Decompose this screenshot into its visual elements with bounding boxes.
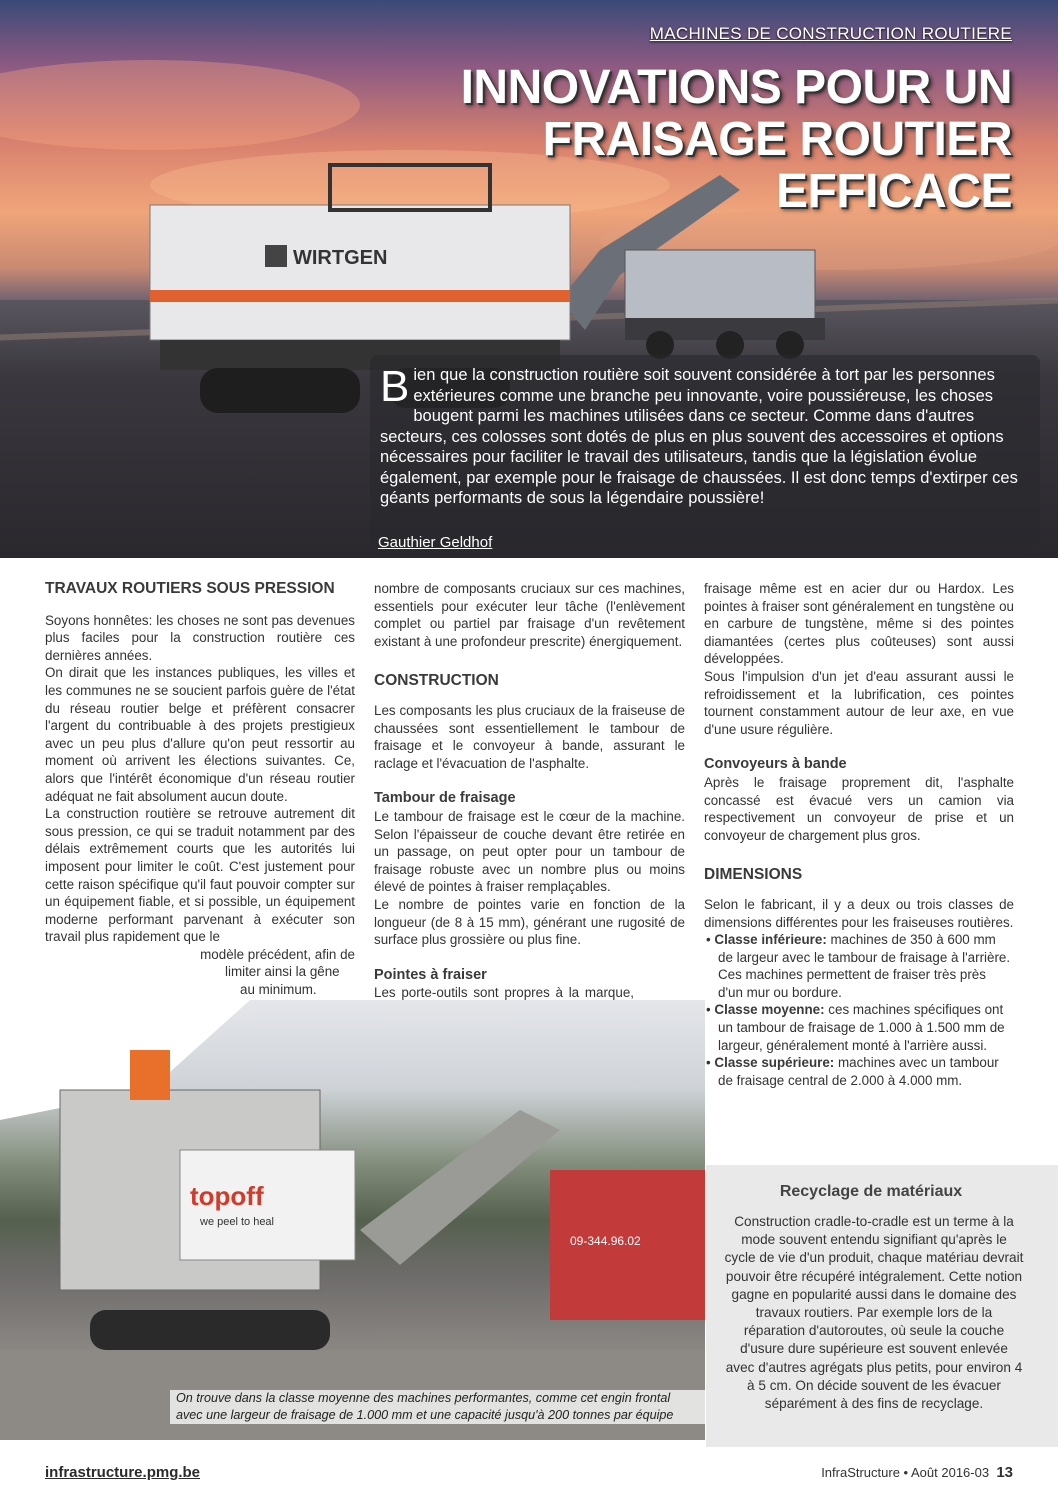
column-2: [374, 580, 685, 1072]
footer-url-link[interactable]: infrastructure.pmg.be: [45, 1464, 201, 1481]
bullet-item: • Classe moyenne: ces machines spécifiques ont un tambour de fraisage de 1.000 à 1.500 mm de largeur, généralement monté à l'arrière aussi.: [706, 1002, 1005, 1053]
section-heading: CONSTRUCTION: [374, 672, 499, 690]
bullet-text: machines avec un tambour de fraisage central de 2.000 à 4.000 mm.: [718, 1055, 999, 1088]
subheading: Pointes à fraiser: [374, 966, 487, 983]
sidebar-box: [706, 1165, 1058, 1447]
machine-body: [150, 205, 570, 340]
publication-name: InfraStructure • Août 2016-03: [821, 1465, 990, 1480]
paragraph: On dirait que les instances publiques, les villes et les communes ne se soucient parfois guère de l'état du réseau routier belge et préfèrent consacrer l'argent du contribuable à des projets prestigieux avec un peu plus d'allure qu'on peut ressortir au moment où arrivent les élections suivantes. Ce, alors que l'intérêt économique d'un réseau routier adéquat ne fait absolument aucun doute.: [45, 665, 355, 804]
article-title: [312, 62, 1012, 218]
section-heading: DIMENSIONS: [704, 866, 803, 884]
drop-cap: B: [380, 362, 410, 411]
paragraph: Soyons honnêtes: les choses ne sont pas devenues plus faciles pour la construction routière ces dernières années.: [45, 612, 355, 663]
subheading: Tambour de fraisage: [374, 790, 516, 807]
paragraph: Après le fraisage proprement dit, l'asphalte concassé est évacué vers un camion via respectivement un convoyeur de prise et un convoyeur de chargement plus gros.: [704, 774, 1014, 843]
caption-line: On trouve dans la classe moyenne des machines performantes, comme cet engin frontal: [176, 1391, 671, 1405]
sidebar-title: Recyclage de matériaux: [779, 1183, 963, 1200]
machine-photo: [0, 1000, 705, 1440]
paragraph: nombre de composants cruciaux sur ces machines, essentiels pour exécuter leur tâche (l'enlèvement complet ou partiel par fraisage d'un revêtement existant à une profondeur prescrite) énergiquement.: [374, 581, 685, 649]
bullet-item: • Classe inférieure: machines de 350 à 600 mm de largeur avec le tambour de fraisage à l'arrière. Ces machines permettent de fraiser très près d'un mur ou bordure.: [706, 932, 1011, 1000]
conveyor-arm: [360, 1110, 560, 1265]
section-heading: TRAVAUX ROUTIERS SOUS PRESSION: [45, 580, 335, 597]
front-loader-illustration: [0, 1000, 705, 1440]
paragraph: Selon le fabricant, il y a deux ou trois classes de dimensions différentes pour les fraiseuses routières.: [704, 896, 1014, 930]
page-number: 13: [996, 1464, 1013, 1481]
bullet-label: Classe inférieure:: [714, 932, 827, 948]
section-kicker: MACHINES DE CONSTRUCTION ROUTIERE: [649, 24, 1012, 43]
machine-track: [200, 368, 360, 413]
intro-box: [370, 355, 1040, 547]
bullet-item: • Classe supérieure: machines avec un tambour de fraisage central de 2.000 à 4.000 mm.: [706, 1055, 999, 1088]
bullet-text: machines de 350 à 600 mm de largeur avec le tambour de fraisage à l'arrière. Ces machines permettent de fraiser très près d'un mur ou bordure.: [718, 932, 1011, 1000]
dump-truck-body: [625, 250, 815, 320]
truck-phone-text: 09-344.96.02: [570, 1234, 641, 1248]
column-3: [704, 580, 1014, 1089]
paragraph-wrap-line: modèle précédent, afin de: [200, 946, 355, 962]
paragraph: Le nombre de pointes varie en fonction de la longueur (de 8 à 15 mm), générant une rugosité de surface plus grossière ou plus fine.: [374, 896, 685, 948]
machine-brand-text: topoff: [190, 1181, 264, 1211]
paragraph-wrap-line: au minimum.: [240, 982, 317, 998]
caption-line: avec une largeur de fraisage de 1.000 mm et une capacité jusqu'à 200 tonnes par équipe: [176, 1408, 674, 1422]
machine-track: [90, 1310, 330, 1350]
machine-slogan-text: we peel to heal: [200, 1216, 274, 1228]
footer-publication: [821, 1464, 1013, 1481]
intro-text: ien que la construction routière soit souvent considérée à tort par les personnes extérieures comme une branche peu innovante, voire poussiéreuse, les choses bougent parmi les machines utilisées dans ce secteur. Comme dans d'autres secteurs, ces colosses sont dotés de plus en plus souvent des accessoires et options nécessaires pour faciliter le travail des utilisateurs, tandis que la législation évolue également, par exemple pour le fraisage de chaussées. Il est donc temps d'extirper ces géants performants de sous la légendaire poussière!: [380, 366, 1018, 507]
paragraph: Le tambour de fraisage est le cœur de la machine. Selon l'épaisseur de couche devant être retirée en un passage, on peut opter pour un tambour de fraisage robuste avec un nombre plus ou moins élevé de pointes à fraiser remplaçables.: [374, 808, 685, 895]
bullet-text: ces machines spécifiques ont un tambour de fraisage de 1.000 à 1.500 mm de largeur, généralement monté à l'arrière aussi.: [718, 1002, 1005, 1053]
operator-figure: [130, 1050, 170, 1100]
paragraph: Les porte-outils sont propres à la marque,: [374, 985, 634, 1001]
title-line: FRAISAGE ROUTIER EFFICACE: [542, 113, 1012, 218]
machine-brand-text: WIRTGEN: [293, 247, 388, 269]
machine-stripe: [150, 290, 570, 302]
paragraph: La construction routière se retrouve autrement dit sous pression, ce qui se traduit notamment par des délais extrêmement courts que les autorités lui imposent pour limiter le coût. C'est justement pour cette raison spécifique qu'il faut pouvoir compter sur un équipement fiable, et si possible, un équipement moderne performant parvenant à exécuter son travail plus rapidement que le: [45, 806, 355, 945]
paragraph: fraisage même est en acier dur ou Hardox. Les pointes à fraiser sont généralement en tungstène ou en carbure de tungstène, même si des pointes diamantées (certes plus coûteuses) sont aussi développées.: [704, 581, 1014, 667]
title-line: INNOVATIONS POUR UN: [460, 61, 1012, 114]
paragraph-wrap-line: limiter ainsi la gêne: [225, 964, 340, 980]
bullet-label: Classe supérieure:: [714, 1055, 835, 1071]
brand-logo-icon: [265, 245, 287, 267]
sidebar-body: Construction cradle-to-cradle est un terme à la mode souvent entendu signifiant qu'après le cycle de vie d'un produit, chaque matériau devrait pouvoir être récupéré intégralement. Cette notion gagne en popularité aussi dans le domaine des travaux routiers. Par exemple lors de la réparation d'autoroutes, où seule la couche d'usure dure supérieure est souvent enlevée avec d'autres agrégats plus petits, pour environ 4 à 5 cm. On décide souvent de les évacuer séparément à des fins de recyclage.: [724, 1214, 1024, 1412]
subheading: Convoyeurs à bande: [704, 756, 847, 773]
photo-caption: [170, 1390, 712, 1424]
paragraph: Les composants les plus cruciaux de la fraiseuse de chaussées sont essentiellement le tambour de fraisage et le convoyeur à bande, assurant le raclage et l'évacuation de l'asphalte.: [374, 702, 685, 771]
author-byline: Gauthier Geldhof: [378, 534, 493, 551]
paragraph: Sous l'impulsion d'un jet d'eau assurant aussi le refroidissement et la lubrification, ces pointes tournent constamment autour de leur axe, en vue d'une usure régulière.: [704, 668, 1014, 737]
bullet-label: Classe moyenne:: [714, 1002, 825, 1018]
